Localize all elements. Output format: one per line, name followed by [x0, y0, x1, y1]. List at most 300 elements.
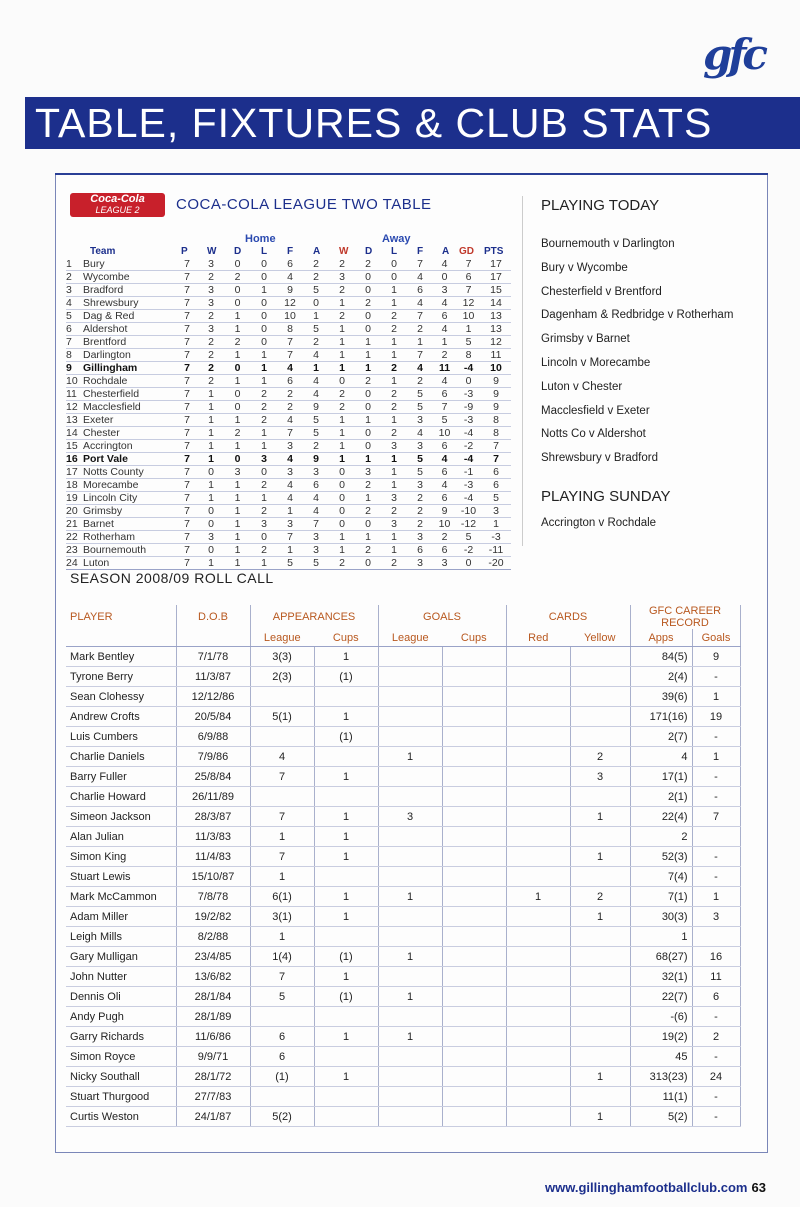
player-stat-cell — [570, 787, 630, 807]
player-name: Nicky Southall — [66, 1067, 176, 1087]
league-stat-cell: 0 — [355, 284, 381, 297]
player-name: Alan Julian — [66, 827, 176, 847]
player-stat-cell: 3(3) — [250, 647, 314, 667]
league-stat-cell: 0 — [251, 297, 277, 310]
league-stat-cell: 5 — [456, 336, 481, 349]
player-stat-cell — [506, 947, 570, 967]
league-stat-cell: 8 — [456, 349, 481, 362]
league-table-row — [66, 349, 511, 362]
player-stat-cell — [442, 787, 506, 807]
league-position: 11 — [66, 388, 77, 400]
player-row — [66, 967, 740, 987]
league-team-cell — [66, 466, 176, 479]
player-stat-cell — [250, 1007, 314, 1027]
player-row — [66, 947, 740, 967]
league-stat-cell: 3 — [303, 466, 329, 479]
league-table-row — [66, 414, 511, 427]
league-stat-cell: 17 — [481, 258, 511, 271]
league-stat-cell: 1 — [433, 336, 456, 349]
league-stat-cell: 1 — [251, 492, 277, 505]
league-stat-cell: 6 — [277, 375, 303, 388]
league-team-cell — [66, 531, 176, 544]
league-stat-cell: 1 — [224, 414, 251, 427]
league-position: 1 — [66, 258, 72, 270]
player-stat-cell: 7/1/78 — [176, 647, 250, 667]
player-stat-cell: 16 — [692, 947, 740, 967]
league-table-row — [66, 401, 511, 414]
league-stat-cell: 2 — [198, 310, 224, 323]
league-stat-cell: 7 — [176, 518, 198, 531]
league-stat-cell: 5 — [456, 531, 481, 544]
player-stat-cell — [378, 967, 442, 987]
player-row — [66, 707, 740, 727]
player-stat-cell: 1 — [250, 867, 314, 887]
league-stat-cell: 0 — [355, 271, 381, 284]
league-stat-cell: 3 — [407, 414, 433, 427]
league-stat-cell: 0 — [224, 401, 251, 414]
fixture-today: Grimsby v Barnet — [541, 333, 630, 346]
league-stat-cell: 3 — [481, 505, 511, 518]
league-stat-cell: 4 — [277, 271, 303, 284]
player-stat-cell: 1 — [506, 887, 570, 907]
league-stat-cell: 4 — [303, 349, 329, 362]
player-stat-cell — [378, 1087, 442, 1107]
league-team-cell — [66, 323, 176, 336]
player-stat-cell: 6(1) — [250, 887, 314, 907]
league-stat-cell: 11 — [481, 349, 511, 362]
league-team-name: Darlington — [83, 349, 131, 361]
league-stat-cell: 1 — [251, 557, 277, 570]
player-stat-cell: - — [692, 667, 740, 687]
league-stat-cell: 2 — [277, 388, 303, 401]
player-stat-cell — [506, 907, 570, 927]
league-table-row — [66, 375, 511, 388]
league-stat-cell: -2 — [456, 440, 481, 453]
player-stat-cell: 22(4) — [630, 807, 692, 827]
league-stat-cell: 1 — [355, 492, 381, 505]
player-name: Simon Royce — [66, 1047, 176, 1067]
header-career-record: GFC CAREER RECORD — [630, 605, 740, 629]
player-name: John Nutter — [66, 967, 176, 987]
league-stat-cell: 1 — [329, 544, 355, 557]
playing-sunday-title: PLAYING SUNDAY — [541, 488, 671, 505]
player-stat-cell — [506, 847, 570, 867]
league-stat-cell: 7 — [176, 336, 198, 349]
player-stat-cell — [442, 807, 506, 827]
player-stat-cell — [378, 787, 442, 807]
league-stat-cell: 2 — [381, 310, 407, 323]
league-stat-cell: 0 — [456, 557, 481, 570]
league-stat-cell: 2 — [329, 284, 355, 297]
player-stat-cell — [442, 887, 506, 907]
player-stat-cell: 9/9/71 — [176, 1047, 250, 1067]
player-stat-cell: 2 — [570, 887, 630, 907]
player-name: Barry Fuller — [66, 767, 176, 787]
player-stat-cell — [314, 1007, 378, 1027]
league-stat-cell: 2 — [303, 336, 329, 349]
player-stat-cell — [378, 847, 442, 867]
player-stat-cell — [506, 647, 570, 667]
roll-call-subheader-row — [66, 629, 740, 647]
league-table-row — [66, 531, 511, 544]
league-stat-cell: 6 — [433, 544, 456, 557]
league-stat-cell: 0 — [355, 388, 381, 401]
league-stat-cell: 0 — [198, 466, 224, 479]
league-stat-cell: 2 — [381, 505, 407, 518]
league-stat-cell: 0 — [355, 401, 381, 414]
player-row — [66, 1087, 740, 1107]
league-stat-cell: 0 — [251, 531, 277, 544]
league-team-name: Brentford — [83, 336, 127, 348]
player-stat-cell: 11/6/86 — [176, 1027, 250, 1047]
league-stat-cell: 0 — [355, 518, 381, 531]
league-table-row — [66, 466, 511, 479]
player-stat-cell: 1 — [314, 907, 378, 927]
league-stat-cell: 6 — [303, 479, 329, 492]
league-stat-cell: 6 — [433, 492, 456, 505]
league-stat-cell: 0 — [251, 258, 277, 271]
league-team-cell — [66, 544, 176, 557]
player-stat-cell: 26/11/89 — [176, 787, 250, 807]
league-table-row — [66, 271, 511, 284]
league-stat-cell: 1 — [198, 479, 224, 492]
league-stat-cell: 5 — [303, 284, 329, 297]
player-stat-cell: 9 — [692, 647, 740, 667]
league-stat-cell: 1 — [224, 349, 251, 362]
league-stat-cell: 6 — [481, 466, 511, 479]
league-team-cell — [66, 440, 176, 453]
player-stat-cell — [378, 667, 442, 687]
league-stat-cell: 0 — [433, 271, 456, 284]
league-stat-cell: 2 — [329, 258, 355, 271]
league-stat-cell: 2 — [407, 505, 433, 518]
player-stat-cell: 4 — [630, 747, 692, 767]
league-team-cell — [66, 336, 176, 349]
league-stat-cell: 2 — [303, 258, 329, 271]
league-table-row — [66, 388, 511, 401]
league-table-row — [66, 427, 511, 440]
player-stat-cell — [314, 787, 378, 807]
league-stat-cell: 1 — [224, 492, 251, 505]
player-stat-cell — [506, 1107, 570, 1127]
league-stat-cell: 2 — [381, 323, 407, 336]
league-table-row — [66, 505, 511, 518]
league-col-header: W — [339, 246, 349, 257]
player-stat-cell — [506, 927, 570, 947]
league-stat-cell: 1 — [224, 310, 251, 323]
league-stat-cell: 2 — [224, 336, 251, 349]
player-stat-cell: 39(6) — [630, 687, 692, 707]
league-stat-cell: 4 — [277, 492, 303, 505]
league-stat-cell: 1 — [381, 414, 407, 427]
league-col-header: Team — [90, 246, 116, 257]
league-team-name: Bury — [83, 258, 105, 270]
league-team-name: Exeter — [83, 414, 114, 426]
league-stat-cell: 1 — [198, 388, 224, 401]
league-stat-cell: 2 — [224, 427, 251, 440]
player-row — [66, 987, 740, 1007]
player-name: Garry Richards — [66, 1027, 176, 1047]
league-stat-cell: 1 — [303, 362, 329, 375]
player-stat-cell — [506, 967, 570, 987]
subheader-league: League — [378, 629, 442, 647]
player-stat-cell: 1 — [314, 887, 378, 907]
roll-call-table — [66, 605, 741, 1127]
league-team-name: Notts County — [83, 466, 144, 478]
league-stat-cell: 1 — [224, 557, 251, 570]
league-stat-cell: 1 — [224, 479, 251, 492]
league-stat-cell: 1 — [355, 414, 381, 427]
league-stat-cell: 4 — [433, 323, 456, 336]
league-team-cell — [66, 297, 176, 310]
subheader-apps: Apps — [630, 629, 692, 647]
league-stat-cell: 6 — [277, 258, 303, 271]
league-stat-cell: 7 — [176, 323, 198, 336]
league-stat-cell: 6 — [456, 271, 481, 284]
roll-call-header-row — [66, 605, 740, 629]
player-row — [66, 667, 740, 687]
league-position: 12 — [66, 401, 78, 413]
league-team-cell — [66, 557, 176, 570]
league-col-header: D — [234, 246, 242, 257]
league-stat-cell: 5 — [303, 557, 329, 570]
player-stat-cell — [506, 1027, 570, 1047]
league-stat-cell: 2 — [407, 323, 433, 336]
player-stat-cell: 6 — [692, 987, 740, 1007]
league-stat-cell: 3 — [407, 531, 433, 544]
player-stat-cell — [506, 787, 570, 807]
league-stat-cell: 7 — [481, 440, 511, 453]
league-stat-cell: 3 — [303, 531, 329, 544]
league-stat-cell: 7 — [176, 284, 198, 297]
player-stat-cell: 24 — [692, 1067, 740, 1087]
league-stat-cell: 6 — [433, 310, 456, 323]
player-stat-cell: (1) — [314, 727, 378, 747]
fixture-today: Bournemouth v Darlington — [541, 238, 675, 250]
player-row — [66, 1107, 740, 1127]
league-stat-cell: 7 — [176, 271, 198, 284]
league-stat-cell: 4 — [433, 375, 456, 388]
league-stat-cell: 5 — [407, 453, 433, 466]
league-stat-cell: 0 — [355, 440, 381, 453]
league-stat-cell: 3 — [303, 544, 329, 557]
league-stat-cell: 2 — [355, 297, 381, 310]
player-stat-cell: -(6) — [630, 1007, 692, 1027]
league-table-row — [66, 440, 511, 453]
player-stat-cell: 1 — [314, 1067, 378, 1087]
league-team-name: Chester — [83, 427, 120, 439]
league-stat-cell: 7 — [176, 453, 198, 466]
league-stat-cell: 7 — [176, 401, 198, 414]
page-banner: TABLE, FIXTURES & CLUB STATS — [25, 97, 728, 149]
league-stat-cell: 2 — [198, 362, 224, 375]
league-position: 22 — [66, 531, 78, 543]
player-stat-cell: 52(3) — [630, 847, 692, 867]
league-team-name: Wycombe — [83, 271, 130, 283]
league-team-name: Port Vale — [83, 453, 128, 465]
league-position: 7 — [66, 336, 72, 348]
player-name: Adam Miller — [66, 907, 176, 927]
league-stat-cell: 2 — [198, 375, 224, 388]
player-stat-cell: 19 — [692, 707, 740, 727]
league-table-row — [66, 258, 511, 271]
player-row — [66, 1047, 740, 1067]
league-team-cell — [66, 453, 176, 466]
league-stat-cell: 1 — [481, 518, 511, 531]
league-stat-cell: 4 — [407, 271, 433, 284]
league-stat-cell: 2 — [381, 557, 407, 570]
league-stat-cell: 1 — [251, 375, 277, 388]
player-stat-cell — [506, 867, 570, 887]
league-stat-cell: 1 — [329, 427, 355, 440]
player-name: Charlie Daniels — [66, 747, 176, 767]
player-stat-cell: 1 — [692, 747, 740, 767]
league-stat-cell: 0 — [329, 518, 355, 531]
player-stat-cell: 22(7) — [630, 987, 692, 1007]
banner-tail — [728, 97, 800, 149]
league-stat-cell: 1 — [381, 349, 407, 362]
league-stat-cell: 1 — [381, 284, 407, 297]
league-stat-cell: 1 — [251, 349, 277, 362]
league-stat-cell: 1 — [224, 505, 251, 518]
league-stat-cell: 1 — [224, 531, 251, 544]
player-stat-cell: 1 — [692, 687, 740, 707]
player-stat-cell — [570, 967, 630, 987]
league-team-name: Luton — [83, 557, 110, 569]
league-stat-cell: -4 — [456, 427, 481, 440]
league-stat-cell: 7 — [176, 492, 198, 505]
player-stat-cell — [378, 867, 442, 887]
league-stat-cell: 0 — [456, 375, 481, 388]
league-position: 2 — [66, 271, 72, 283]
league-team-name: Gillingham — [83, 362, 138, 374]
league-team-cell — [66, 414, 176, 427]
player-stat-cell: - — [692, 867, 740, 887]
league-stat-cell: 9 — [277, 284, 303, 297]
league-stat-cell: 10 — [433, 518, 456, 531]
league-stat-cell: 7 — [176, 349, 198, 362]
league-stat-cell: 3 — [251, 518, 277, 531]
footer-url[interactable]: www.gillinghamfootballclub.com — [545, 1180, 748, 1195]
league-stat-cell: 1 — [329, 297, 355, 310]
league-stat-cell: 4 — [433, 297, 456, 310]
player-stat-cell — [506, 1047, 570, 1067]
player-stat-cell: 1 — [570, 1107, 630, 1127]
league-stat-cell: 2 — [407, 375, 433, 388]
player-stat-cell: 13/6/82 — [176, 967, 250, 987]
player-stat-cell — [378, 927, 442, 947]
league-stat-cell: 1 — [381, 453, 407, 466]
player-stat-cell: 23/4/85 — [176, 947, 250, 967]
player-name: Mark McCammon — [66, 887, 176, 907]
player-stat-cell: - — [692, 727, 740, 747]
player-stat-cell — [570, 1047, 630, 1067]
league-stat-cell: 2 — [355, 375, 381, 388]
player-stat-cell: 1 — [250, 827, 314, 847]
league-col-header: GD — [459, 246, 474, 257]
player-stat-cell: 1 — [630, 927, 692, 947]
player-stat-cell — [442, 987, 506, 1007]
league-stat-cell: 7 — [277, 336, 303, 349]
league-table-row — [66, 492, 511, 505]
league-stat-cell: 1 — [407, 336, 433, 349]
league-team-name: Chesterfield — [83, 388, 140, 400]
league-team-cell — [66, 505, 176, 518]
league-stat-cell: 0 — [198, 505, 224, 518]
league-stat-cell: 2 — [251, 505, 277, 518]
league-position: 16 — [66, 453, 78, 465]
player-stat-cell — [442, 927, 506, 947]
league-position: 15 — [66, 440, 78, 452]
league-stat-cell: 2 — [303, 440, 329, 453]
league-position: 18 — [66, 479, 78, 491]
player-name: Simon King — [66, 847, 176, 867]
player-stat-cell — [250, 1087, 314, 1107]
league-stat-cell: 7 — [277, 427, 303, 440]
league-team-name: Morecambe — [83, 479, 139, 491]
league-stat-cell: 7 — [176, 440, 198, 453]
player-stat-cell: - — [692, 1047, 740, 1067]
league-stat-cell: 2 — [381, 427, 407, 440]
player-stat-cell: 7 — [250, 807, 314, 827]
league-stat-cell: -9 — [456, 401, 481, 414]
league-stat-cell: 4 — [277, 362, 303, 375]
player-stat-cell: 2(3) — [250, 667, 314, 687]
league-stat-cell: 6 — [481, 479, 511, 492]
league-stat-cell: 6 — [407, 284, 433, 297]
league-stat-cell: 0 — [329, 492, 355, 505]
player-stat-cell: - — [692, 1087, 740, 1107]
subheader-goals: Goals — [692, 629, 740, 647]
league-stat-cell: 4 — [433, 453, 456, 466]
player-stat-cell: 1 — [314, 807, 378, 827]
panel-top-rule — [55, 173, 768, 175]
league-stat-cell: 0 — [224, 284, 251, 297]
league-stat-cell: 2 — [407, 492, 433, 505]
league-team-cell — [66, 388, 176, 401]
league-stat-cell: 7 — [176, 531, 198, 544]
league-stat-cell: 4 — [277, 479, 303, 492]
badge-sub: LEAGUE 2 — [95, 205, 140, 215]
league-stat-cell: 2 — [407, 518, 433, 531]
player-stat-cell — [570, 1087, 630, 1107]
league-stat-cell: 1 — [381, 297, 407, 310]
player-stat-cell: 2 — [570, 747, 630, 767]
player-stat-cell: 2(1) — [630, 787, 692, 807]
player-stat-cell — [314, 927, 378, 947]
league-stat-cell: 2 — [355, 544, 381, 557]
player-stat-cell: 1 — [570, 807, 630, 827]
league-stat-cell: 7 — [277, 349, 303, 362]
league-position: 19 — [66, 492, 78, 504]
player-stat-cell — [570, 1007, 630, 1027]
league-stat-cell: 1 — [198, 440, 224, 453]
league-team-name: Bradford — [83, 284, 124, 296]
player-stat-cell — [442, 827, 506, 847]
player-stat-cell: 20/5/84 — [176, 707, 250, 727]
league-stat-cell: 2 — [381, 388, 407, 401]
league-stat-cell: 2 — [198, 271, 224, 284]
header-dob: D.O.B — [176, 605, 250, 629]
player-row — [66, 1027, 740, 1047]
league-team-name: Barnet — [83, 518, 114, 530]
player-name: Tyrone Berry — [66, 667, 176, 687]
league-stat-cell: 10 — [277, 310, 303, 323]
league-col-header: A — [313, 246, 321, 257]
league-stat-cell: 4 — [433, 479, 456, 492]
league-stat-cell: 7 — [176, 388, 198, 401]
league-stat-cell: 2 — [198, 349, 224, 362]
